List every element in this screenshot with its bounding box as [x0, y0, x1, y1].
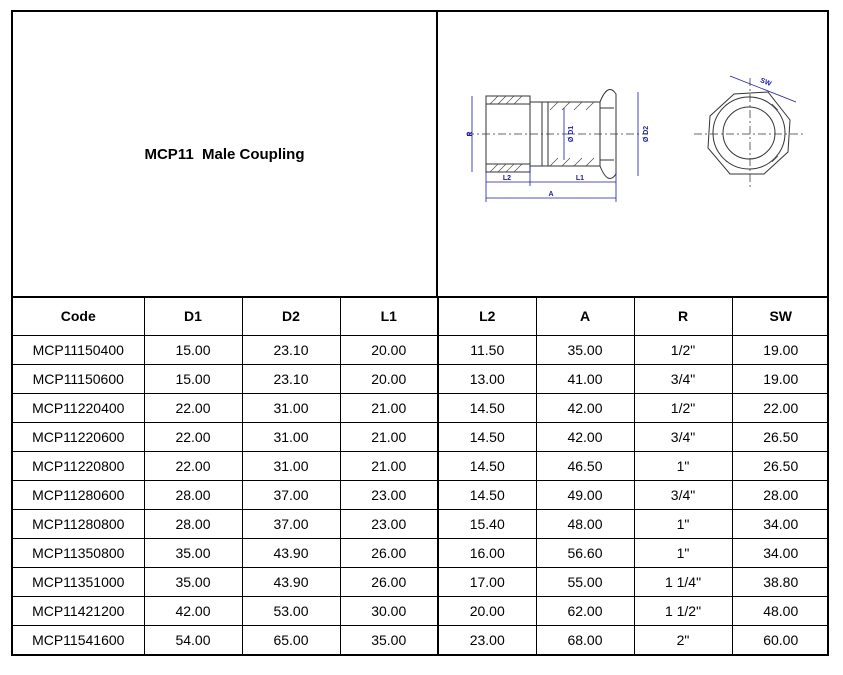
dim-label-d2: Ø D2	[643, 125, 650, 143]
table-cell-l2: 17.00	[438, 568, 536, 597]
dim-label-a: A	[548, 191, 554, 198]
table-cell-a: 56.60	[536, 539, 634, 568]
table-cell-sw: 38.80	[732, 568, 829, 597]
table-cell-d2: 65.00	[242, 626, 340, 655]
table-row	[13, 539, 829, 568]
table-cell-a: 49.00	[536, 481, 634, 510]
table-cell-sw: 28.00	[732, 481, 829, 510]
table-cell-r: 1"	[634, 539, 732, 568]
column-header-l2: L2	[438, 296, 536, 336]
table-cell-d2: 23.10	[242, 365, 340, 394]
table-row	[13, 510, 829, 539]
table-row	[13, 597, 829, 626]
table-cell-code: MCP11150400	[13, 336, 144, 365]
table-cell-d1: 28.00	[144, 510, 242, 539]
table-cell-r: 1/2"	[634, 336, 732, 365]
table-cell-r: 3/4"	[634, 365, 732, 394]
table-cell-l1: 23.00	[340, 510, 438, 539]
table-cell-r: 1"	[634, 510, 732, 539]
table-body	[13, 336, 829, 655]
dim-label-r: R	[467, 131, 474, 137]
table-cell-l2: 14.50	[438, 452, 536, 481]
table-cell-d2: 23.10	[242, 336, 340, 365]
table-cell-r: 1 1/4"	[634, 568, 732, 597]
table-cell-sw: 26.50	[732, 423, 829, 452]
dim-label-l2: L2	[502, 175, 512, 182]
table-cell-a: 62.00	[536, 597, 634, 626]
table-cell-r: 2"	[634, 626, 732, 655]
product-title: MCP11 Male Coupling	[144, 145, 305, 163]
dimension-table	[13, 296, 829, 654]
table-cell-d1: 22.00	[144, 394, 242, 423]
table-cell-d2: 43.90	[242, 568, 340, 597]
column-header-code: Code	[13, 296, 144, 336]
table-cell-sw: 22.00	[732, 394, 829, 423]
table-row	[13, 452, 829, 481]
table-cell-l2: 23.00	[438, 626, 536, 655]
table-cell-code: MCP11220800	[13, 452, 144, 481]
table-cell-l2: 16.00	[438, 539, 536, 568]
table-cell-d1: 15.00	[144, 365, 242, 394]
table-cell-sw: 26.50	[732, 452, 829, 481]
table-row	[13, 626, 829, 655]
table-cell-l2: 14.50	[438, 481, 536, 510]
header-section	[13, 12, 827, 298]
table-cell-d2: 43.90	[242, 539, 340, 568]
table-cell-code: MCP11220600	[13, 423, 144, 452]
table-cell-r: 1 1/2"	[634, 597, 732, 626]
table-cell-r: 1/2"	[634, 394, 732, 423]
column-header-a: A	[536, 296, 634, 336]
table-cell-l2: 11.50	[438, 336, 536, 365]
table-cell-d2: 53.00	[242, 597, 340, 626]
table-cell-l2: 15.40	[438, 510, 536, 539]
table-cell-r: 3/4"	[634, 481, 732, 510]
table-cell-sw: 48.00	[732, 597, 829, 626]
table-cell-d2: 31.00	[242, 423, 340, 452]
table-header-row	[13, 296, 829, 336]
table-cell-a: 46.50	[536, 452, 634, 481]
table-cell-d2: 37.00	[242, 510, 340, 539]
table-cell-l2: 14.50	[438, 423, 536, 452]
column-header-l1: L1	[340, 296, 438, 336]
table-cell-l2: 13.00	[438, 365, 536, 394]
table-cell-sw: 34.00	[732, 510, 829, 539]
table-cell-d1: 42.00	[144, 597, 242, 626]
table-cell-sw: 19.00	[732, 365, 829, 394]
table-cell-r: 3/4"	[634, 423, 732, 452]
table-cell-code: MCP11541600	[13, 626, 144, 655]
table-cell-d1: 15.00	[144, 336, 242, 365]
table-cell-sw: 19.00	[732, 336, 829, 365]
column-header-d2: D2	[242, 296, 340, 336]
coupling-technical-drawing	[438, 12, 829, 296]
table-cell-code: MCP11280800	[13, 510, 144, 539]
table-row	[13, 423, 829, 452]
title-cell	[13, 12, 438, 296]
dim-label-d1: Ø D1	[568, 125, 575, 143]
table-cell-d1: 22.00	[144, 423, 242, 452]
table-cell-l2: 14.50	[438, 394, 536, 423]
table-cell-l1: 21.00	[340, 452, 438, 481]
dim-label-sw: SW	[759, 77, 773, 88]
table-cell-d2: 31.00	[242, 452, 340, 481]
table-cell-a: 68.00	[536, 626, 634, 655]
table-cell-code: MCP11280600	[13, 481, 144, 510]
table-cell-code: MCP11220400	[13, 394, 144, 423]
table-cell-d2: 37.00	[242, 481, 340, 510]
technical-drawing-cell	[438, 12, 827, 296]
table-cell-l1: 20.00	[340, 336, 438, 365]
table-cell-l1: 30.00	[340, 597, 438, 626]
table-cell-a: 35.00	[536, 336, 634, 365]
table-cell-d1: 54.00	[144, 626, 242, 655]
dim-label-l1: L1	[575, 175, 585, 182]
table-cell-d1: 22.00	[144, 452, 242, 481]
table-cell-sw: 60.00	[732, 626, 829, 655]
table-row	[13, 481, 829, 510]
table-cell-a: 41.00	[536, 365, 634, 394]
table-cell-l2: 20.00	[438, 597, 536, 626]
table-cell-d1: 35.00	[144, 568, 242, 597]
table-cell-l1: 35.00	[340, 626, 438, 655]
table-cell-code: MCP11350800	[13, 539, 144, 568]
table-row	[13, 568, 829, 597]
column-header-sw: SW	[732, 296, 829, 336]
table-cell-code: MCP11421200	[13, 597, 144, 626]
table-cell-l1: 23.00	[340, 481, 438, 510]
table-cell-d1: 35.00	[144, 539, 242, 568]
column-header-d1: D1	[144, 296, 242, 336]
table-cell-l1: 21.00	[340, 423, 438, 452]
table-cell-l1: 26.00	[340, 539, 438, 568]
table-cell-code: MCP11351000	[13, 568, 144, 597]
table-cell-a: 42.00	[536, 394, 634, 423]
table-row	[13, 394, 829, 423]
table-row	[13, 336, 829, 365]
table-cell-l1: 26.00	[340, 568, 438, 597]
table-cell-a: 42.00	[536, 423, 634, 452]
product-sheet	[11, 10, 829, 656]
table-cell-l1: 21.00	[340, 394, 438, 423]
table-cell-a: 48.00	[536, 510, 634, 539]
table-row	[13, 365, 829, 394]
table-cell-code: MCP11150600	[13, 365, 144, 394]
table-cell-d1: 28.00	[144, 481, 242, 510]
column-header-r: R	[634, 296, 732, 336]
table-cell-d2: 31.00	[242, 394, 340, 423]
table-cell-r: 1"	[634, 452, 732, 481]
table-cell-l1: 20.00	[340, 365, 438, 394]
table-cell-sw: 34.00	[732, 539, 829, 568]
table-cell-a: 55.00	[536, 568, 634, 597]
